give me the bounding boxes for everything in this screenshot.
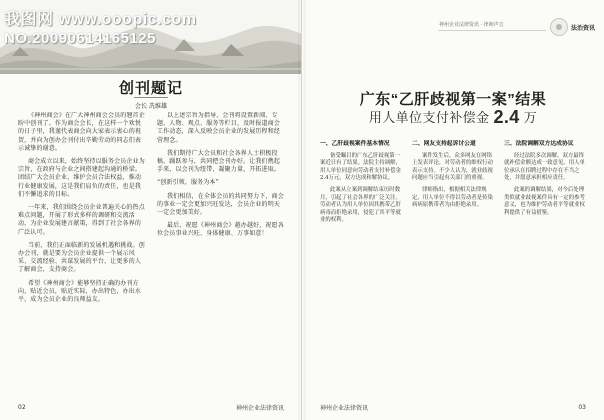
article-paragraph: 一年来，我们围绕会员企业普遍关心的热点难点问题，开展了形式多样的调研和交流活动，为企业发展建言献策，得到了社会各界的广泛认可。 <box>18 204 145 236</box>
pull-quote: “创新引领，服务为本” <box>157 179 219 187</box>
right-footer <box>320 403 586 412</box>
right-header <box>302 16 604 46</box>
article-paragraph: 此案从立案到调解结束历时数月，引起了社会各界的广泛关注。劳动者认为用人单位因其携带乙肝病毒而拒绝录用，侵犯了其平等就业的权利。 <box>320 186 401 224</box>
right-article-columns <box>320 137 586 390</box>
left-footer <box>18 403 284 412</box>
right-header-text: 神州企业法律资讯 · 律师声音 <box>439 22 504 28</box>
article-paragraph: 希望《神州商会》能够坚持正确的办刊方向，贴近会员，贴近实际，办出特色，办出水平，成为会员企业的良师益友。 <box>18 279 142 304</box>
scales-icon <box>550 18 568 36</box>
article-title: 广东“乙肝歧视第一案”结果 <box>359 91 547 108</box>
right-footer-label: 神州企业法律资讯 <box>320 405 369 412</box>
article-paragraph: 以上述宗旨为指导，会刊将设置新闻、专题、人物、观点、服务等栏目，及时报道商会工作动态，深入反映会员企业的发展历程和经营理念。 <box>157 112 281 144</box>
watermark-site: 我图网 www.ooopic.com <box>4 11 197 28</box>
section-heading: 三、法院调解双方达成协议 <box>504 141 574 147</box>
article-paragraph: 案件发生后，众多网友在网络上发表评论，对劳动者的维权行动表示支持。不少人认为，就业歧视问题应当引起有关部门的重视。 <box>412 152 493 182</box>
article-paragraph: 商会成立以来，始终坚持以服务会员企业为宗旨，在政府与企业之间搭建起沟通的桥梁。团结广大会员企业，维护会员合法权益，推动行业健康发展，这是我们肩负的责任，也是我们不懈追求的目标。 <box>18 158 145 198</box>
section-logo <box>550 18 595 36</box>
left-footer-label: 神州企业法律资讯 <box>235 405 284 412</box>
left-article-columns <box>18 112 284 390</box>
subtitle-unit: 万 <box>523 110 538 125</box>
right-page <box>302 0 604 420</box>
left-article-column-2 <box>157 112 284 390</box>
page-title: 创刊题记 <box>118 79 183 97</box>
article-paragraph: 此案的调解结果，对今后处理类似就业歧视案件具有一定的参考意义，也为维护劳动者平等就业权利提供了有益借鉴。 <box>504 186 585 216</box>
right-header-rule <box>438 30 546 31</box>
section-heading: 二、网友支持起诉讨公道 <box>412 141 476 147</box>
article-paragraph: 最后，祝愿《神州商会》越办越好，祝愿各位会员事业兴旺、身体健康、万事如意！ <box>157 222 284 238</box>
subtitle-prefix: 用人单位支付补偿金 <box>368 110 490 125</box>
section-heading: 一、乙肝歧视案件基本情况 <box>320 141 390 147</box>
right-article-column-2 <box>412 137 494 390</box>
watermark-id: NO.20090614165125 <box>4 30 156 47</box>
right-article-column-3 <box>504 137 586 390</box>
byline: 会长 冼维雄 <box>135 103 167 110</box>
article-paragraph: 我们相信，在全体会员的共同努力下，商会的事业一定会更加兴旺发达，会员企业的明天一定会更加美好。 <box>157 192 284 217</box>
title-divider <box>134 97 168 98</box>
article-paragraph: 经过法院多次调解，双方最终就补偿金额达成一致意见。用人单位承认在招聘过程中存在不当之处，并愿意承担相应责任。 <box>504 152 585 182</box>
compensation-amount: 2.4 <box>493 107 520 127</box>
section-logo-label: 法治资讯 <box>571 24 596 32</box>
article-paragraph: 当前，我们正面临新的发展机遇和挑战。创办会刊，就是要为会员企业提供一个展示风采、交流经验、共谋发展的平台，让更多的人了解商会，支持商会。 <box>18 241 145 274</box>
right-article-column-1 <box>320 137 402 390</box>
article-paragraph: 《神州商会》在广大神州商会会员的翘首企盼中创刊了。作为商会会长，在这样一个欢悦的日子里，我谨代表商会向大家表示衷心的祝贺，并向为创办会刊付出辛勤劳动的同志们表示诚挚的谢意。 <box>18 112 145 152</box>
article-paragraph: 备受瞩目的广东乙肝歧视第一案近日有了结果。法院主持调解，用人单位同意向劳动者支付补偿金2.4万元，双方达成和解协议。 <box>320 152 401 182</box>
left-article-column-1 <box>18 112 145 390</box>
article-paragraph: 我们期待广大会员和社会各界人士积极投稿，踊跃参与，共同把会刊办好。让我们携起手来，以会刊为纽带，凝聚力量，开拓进取。 <box>157 149 281 174</box>
article-subtitle <box>320 106 586 127</box>
article-paragraph: 律师指出，根据相关法律规定，用人单位不得以劳动者是传染病病原携带者为由拒绝录用。 <box>412 186 493 209</box>
right-page-number: 03 <box>578 404 586 411</box>
left-page-number: 02 <box>18 404 26 411</box>
